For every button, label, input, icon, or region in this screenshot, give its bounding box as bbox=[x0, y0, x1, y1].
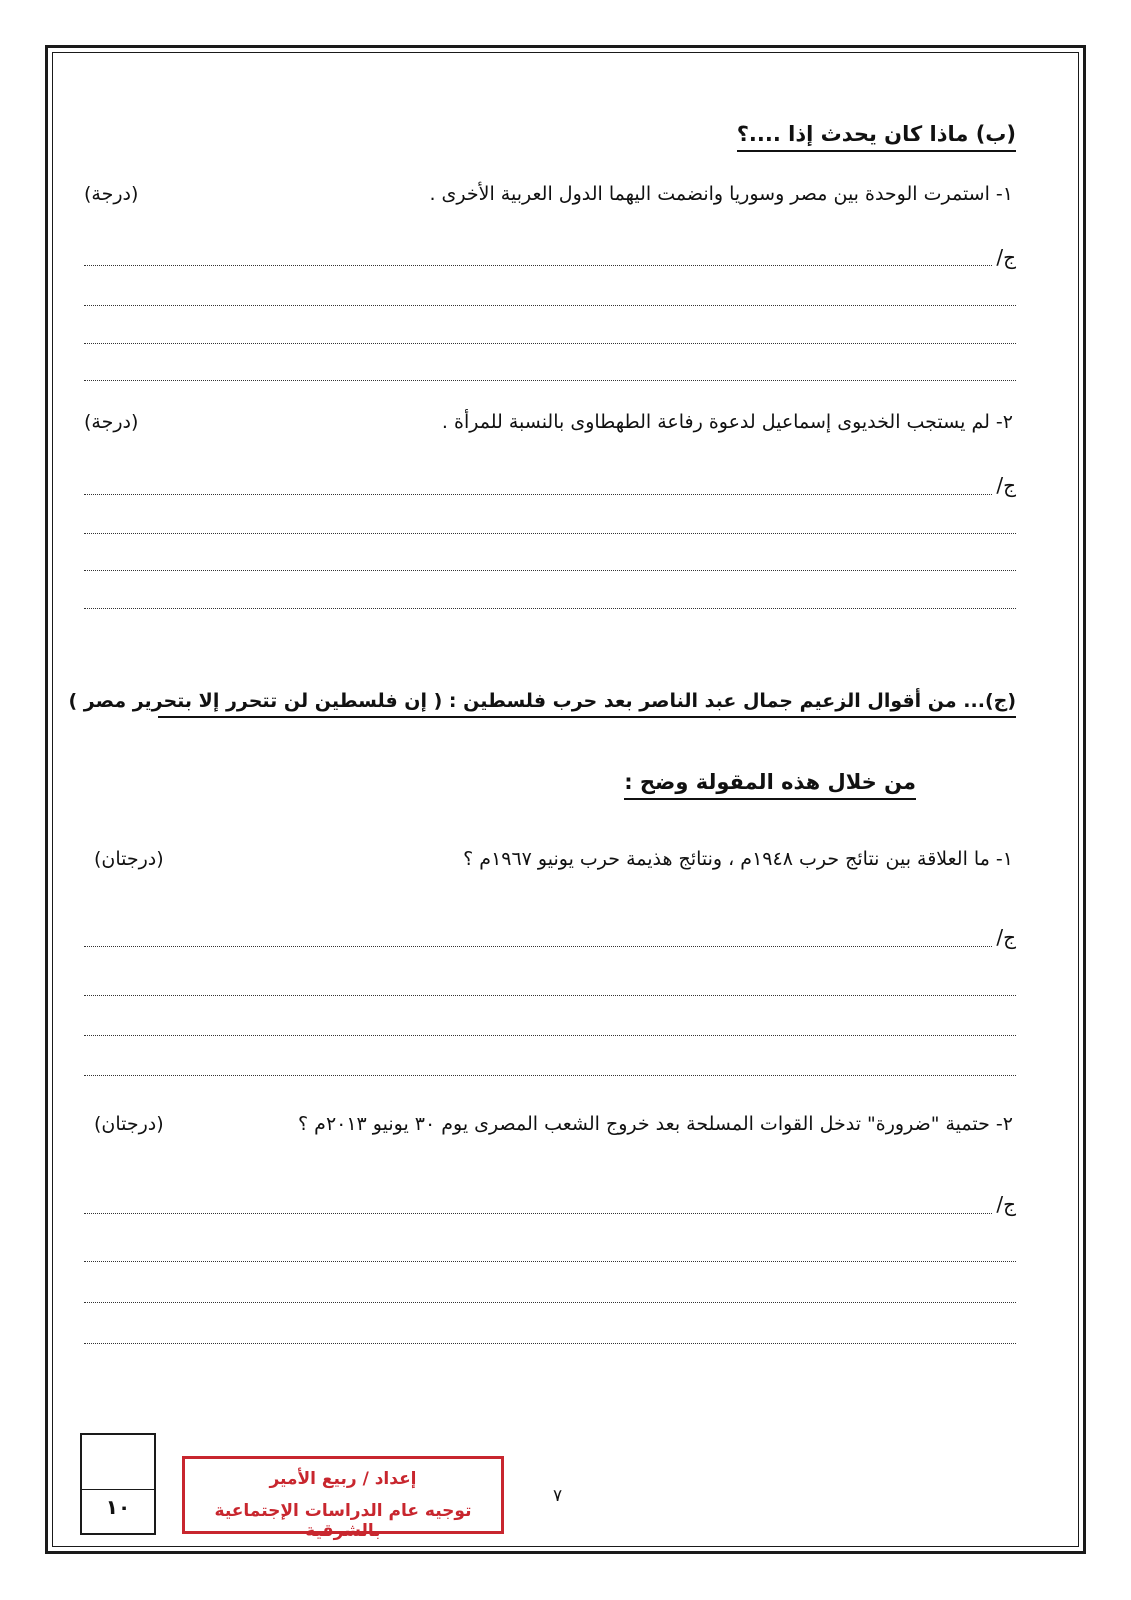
score-box bbox=[80, 1433, 156, 1535]
answer-line[interactable] bbox=[84, 1343, 1016, 1344]
section-b-question-1-mark: (درجة) bbox=[84, 183, 139, 205]
section-c-heading: (ج)... من أقوال الزعيم جمال عبد الناصر بعد حرب فلسطين : ( إن فلسطين لن تتحرر إلا بتحرير مصر ) bbox=[158, 690, 1016, 718]
section-c-question-2-mark: (درجتان) bbox=[94, 1113, 164, 1135]
section-b-question-2: ٢- لم يستجب الخديوى إسماعيل لدعوة رفاعة الطهطاوى بالنسبة للمرأة . bbox=[441, 411, 1013, 433]
answer-label: ج/ bbox=[996, 473, 1016, 497]
answer-line[interactable] bbox=[84, 608, 1016, 609]
section-b-heading: (ب) ماذا كان يحدث إذا ....؟ bbox=[737, 122, 1016, 152]
section-b-question-2-mark: (درجة) bbox=[84, 411, 139, 433]
credit-department: توجيه عام الدراسات الإجتماعية بالشرقية bbox=[214, 1501, 472, 1541]
answer-line[interactable] bbox=[84, 995, 1016, 996]
answer-line[interactable] bbox=[84, 1261, 1016, 1262]
score-divider bbox=[82, 1489, 154, 1490]
answer-label: ج/ bbox=[996, 1192, 1016, 1216]
credit-author: إعداد / ربيع الأمير bbox=[269, 1469, 417, 1489]
section-b-question-1: ١- استمرت الوحدة بين مصر وسوريا وانضمت اليهما الدول العربية الأخرى . bbox=[429, 183, 1013, 205]
page-border-inner bbox=[52, 52, 1079, 1547]
answer-line[interactable] bbox=[84, 533, 1016, 534]
answer-label: ج/ bbox=[996, 925, 1016, 949]
answer-line[interactable] bbox=[84, 570, 1016, 571]
answer-line[interactable] bbox=[84, 380, 1016, 381]
answer-line[interactable] bbox=[84, 305, 1016, 306]
section-c-question-1: ١- ما العلاقة بين نتائج حرب ١٩٤٨م ، ونتائج هذيمة حرب يونيو ١٩٦٧م ؟ bbox=[463, 848, 1013, 870]
answer-line[interactable] bbox=[84, 1302, 1016, 1303]
answer-line[interactable] bbox=[84, 343, 1016, 344]
page-number: ٧ bbox=[553, 1486, 563, 1506]
answer-line[interactable] bbox=[84, 494, 992, 495]
answer-line[interactable] bbox=[84, 1035, 1016, 1036]
section-c-question-2: ٢- حتمية "ضرورة" تدخل القوات المسلحة بعد خروج الشعب المصرى يوم ٣٠ يونيو ٢٠١٣م ؟ bbox=[298, 1113, 1013, 1135]
score-total: ١٠ bbox=[105, 1495, 131, 1519]
answer-line[interactable] bbox=[84, 1213, 992, 1214]
answer-line[interactable] bbox=[84, 265, 992, 266]
section-c-question-1-mark: (درجتان) bbox=[94, 848, 164, 870]
section-c-subheading: من خلال هذه المقولة وضح : bbox=[624, 770, 916, 800]
answer-label: ج/ bbox=[996, 245, 1016, 269]
credit-box bbox=[182, 1456, 504, 1541]
answer-line[interactable] bbox=[84, 1075, 1016, 1076]
answer-line[interactable] bbox=[84, 946, 992, 947]
